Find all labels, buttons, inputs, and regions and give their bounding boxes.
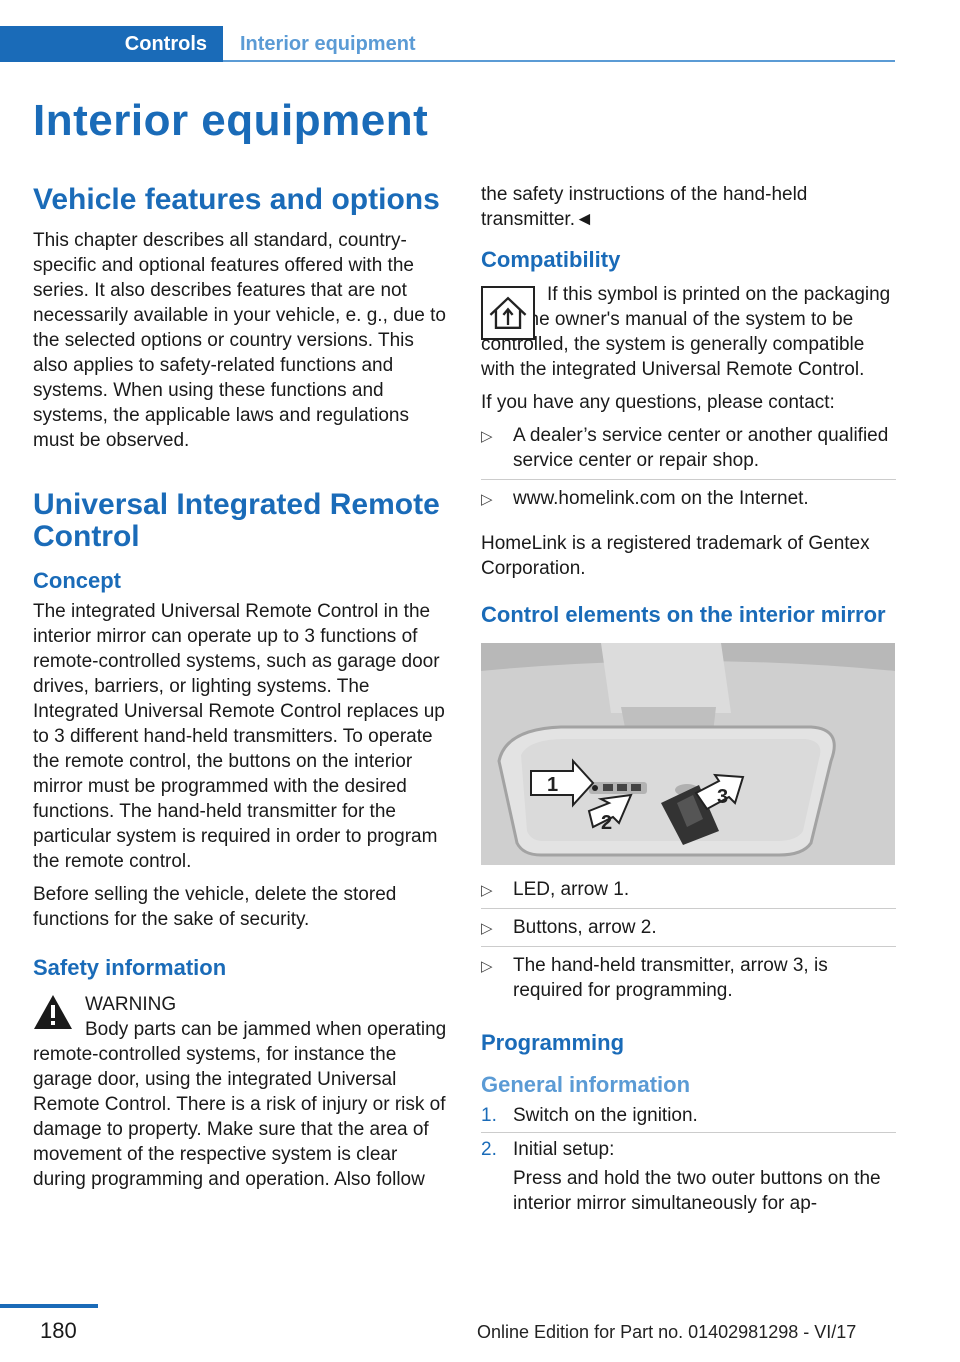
left-column [33,182,448,1200]
programming-steps [481,1103,896,1220]
header-section-tab: Controls [0,26,223,62]
questions-text: If you have any questions, please contact: [481,392,835,413]
footer-rule [0,1304,98,1308]
list-item [481,915,896,947]
house-arrow-icon [481,286,535,340]
programming-heading: Programming [481,1030,625,1055]
step-number: 2. [481,1139,497,1160]
element-text: LED, arrow 1. [513,879,630,900]
contact-text: www.homelink.com on the Internet. [513,488,809,509]
header-rule [223,60,895,62]
step-number: 1. [481,1105,497,1126]
step-detail: Press and hold the two outer buttons on the interior mirror simultaneously for ap- [513,1168,881,1214]
safety-continued-text: the safety instructions of the hand-held transmitter.◄ [481,184,808,230]
triangle-bullet-icon: ▷ [481,882,493,899]
uirc-heading: Universal Integrated Remote Control [33,488,440,553]
list-item [481,877,896,909]
figure-label-1: 1 [547,774,559,796]
step-text: Initial setup: [513,1139,615,1160]
interior-mirror-illustration [481,643,895,865]
warning-label: WARNING [85,994,177,1015]
compatibility-text: If this symbol is printed on the packaging or in the owner's manual of the system to be controlled, the system is generally compatible with the integrated Universal Remote Control. [481,284,891,380]
figure-label-2: 2 [601,812,613,834]
triangle-bullet-icon: ▷ [481,428,493,445]
list-item [481,486,896,517]
step-text: Switch on the ignition. [513,1105,698,1126]
concept-text: The integrated Universal Remote Control in the interior mirror can operate up to 3 functions of remote-controlled systems, such as garage door drives, barriers, or lighting systems. The Integrated Universal Remote Control replaces up to 3 different hand-held transmitters. To operate the remote control, the buttons on the interior mirror must be programmed with the desired functions. The hand-held transmitter for the particular system is required in order to program the remote control. [33,601,445,872]
vehicle-features-text: This chapter describes all standard, country-specific and optional features offered with the series. It also describes features that are not necessarily available in your vehicle, e. g., due to the selected options or country versions. This also applies to safety-related functions and systems. When using these functions and systems, the applicable laws and regulations must be observed. [33,230,446,451]
selling-text: Before selling the vehicle, delete the stored functions for the sake of security. [33,884,397,930]
contact-list [481,423,896,517]
page-title: Interior equipment [33,96,429,145]
interior-mirror-figure [481,643,895,865]
figure-label-3: 3 [717,786,729,808]
triangle-bullet-icon: ▷ [481,491,493,508]
control-elements-heading: Control elements on the interior mirror [481,602,886,627]
header-subsection: Interior equipment [240,33,416,55]
compatibility-heading: Compatibility [481,247,621,272]
control-elements-list [481,877,896,1009]
list-item [481,1137,896,1220]
warning-text: Body parts can be jammed when operating remote-controlled systems, for instance the garage door, using the integrated Universal Remote Control. There is a risk of injury or risk of damage to property. Make sure that the area of movement of the respective system is clear during programming and operation. Also follow [33,1019,447,1190]
running-header [0,0,960,62]
concept-heading: Concept [33,568,121,593]
warning-triangle-icon [33,994,73,1030]
compatibility-block [481,282,896,382]
page-number: 180 [40,1318,77,1343]
element-text: Buttons, arrow 2. [513,917,657,938]
list-item [481,1103,896,1133]
list-item [481,423,896,480]
triangle-bullet-icon: ▷ [481,920,493,937]
homelink-text: HomeLink is a registered trademark of Gentex Corporation. [481,533,870,579]
general-information-heading: General information [481,1072,691,1097]
right-column [481,182,896,1224]
safety-heading: Safety information [33,955,227,980]
vehicle-features-heading: Vehicle features and options [33,183,440,216]
list-item [481,953,896,1009]
warning-block [33,992,448,1192]
edition-text: Online Edition for Part no. 01402981298 - VI/17 [477,1322,857,1342]
triangle-bullet-icon: ▷ [481,958,493,975]
element-text: The hand-held transmitter, arrow 3, is required for programming. [513,955,828,1001]
contact-text: A dealer’s service center or another qualified service center or repair shop. [513,425,889,471]
